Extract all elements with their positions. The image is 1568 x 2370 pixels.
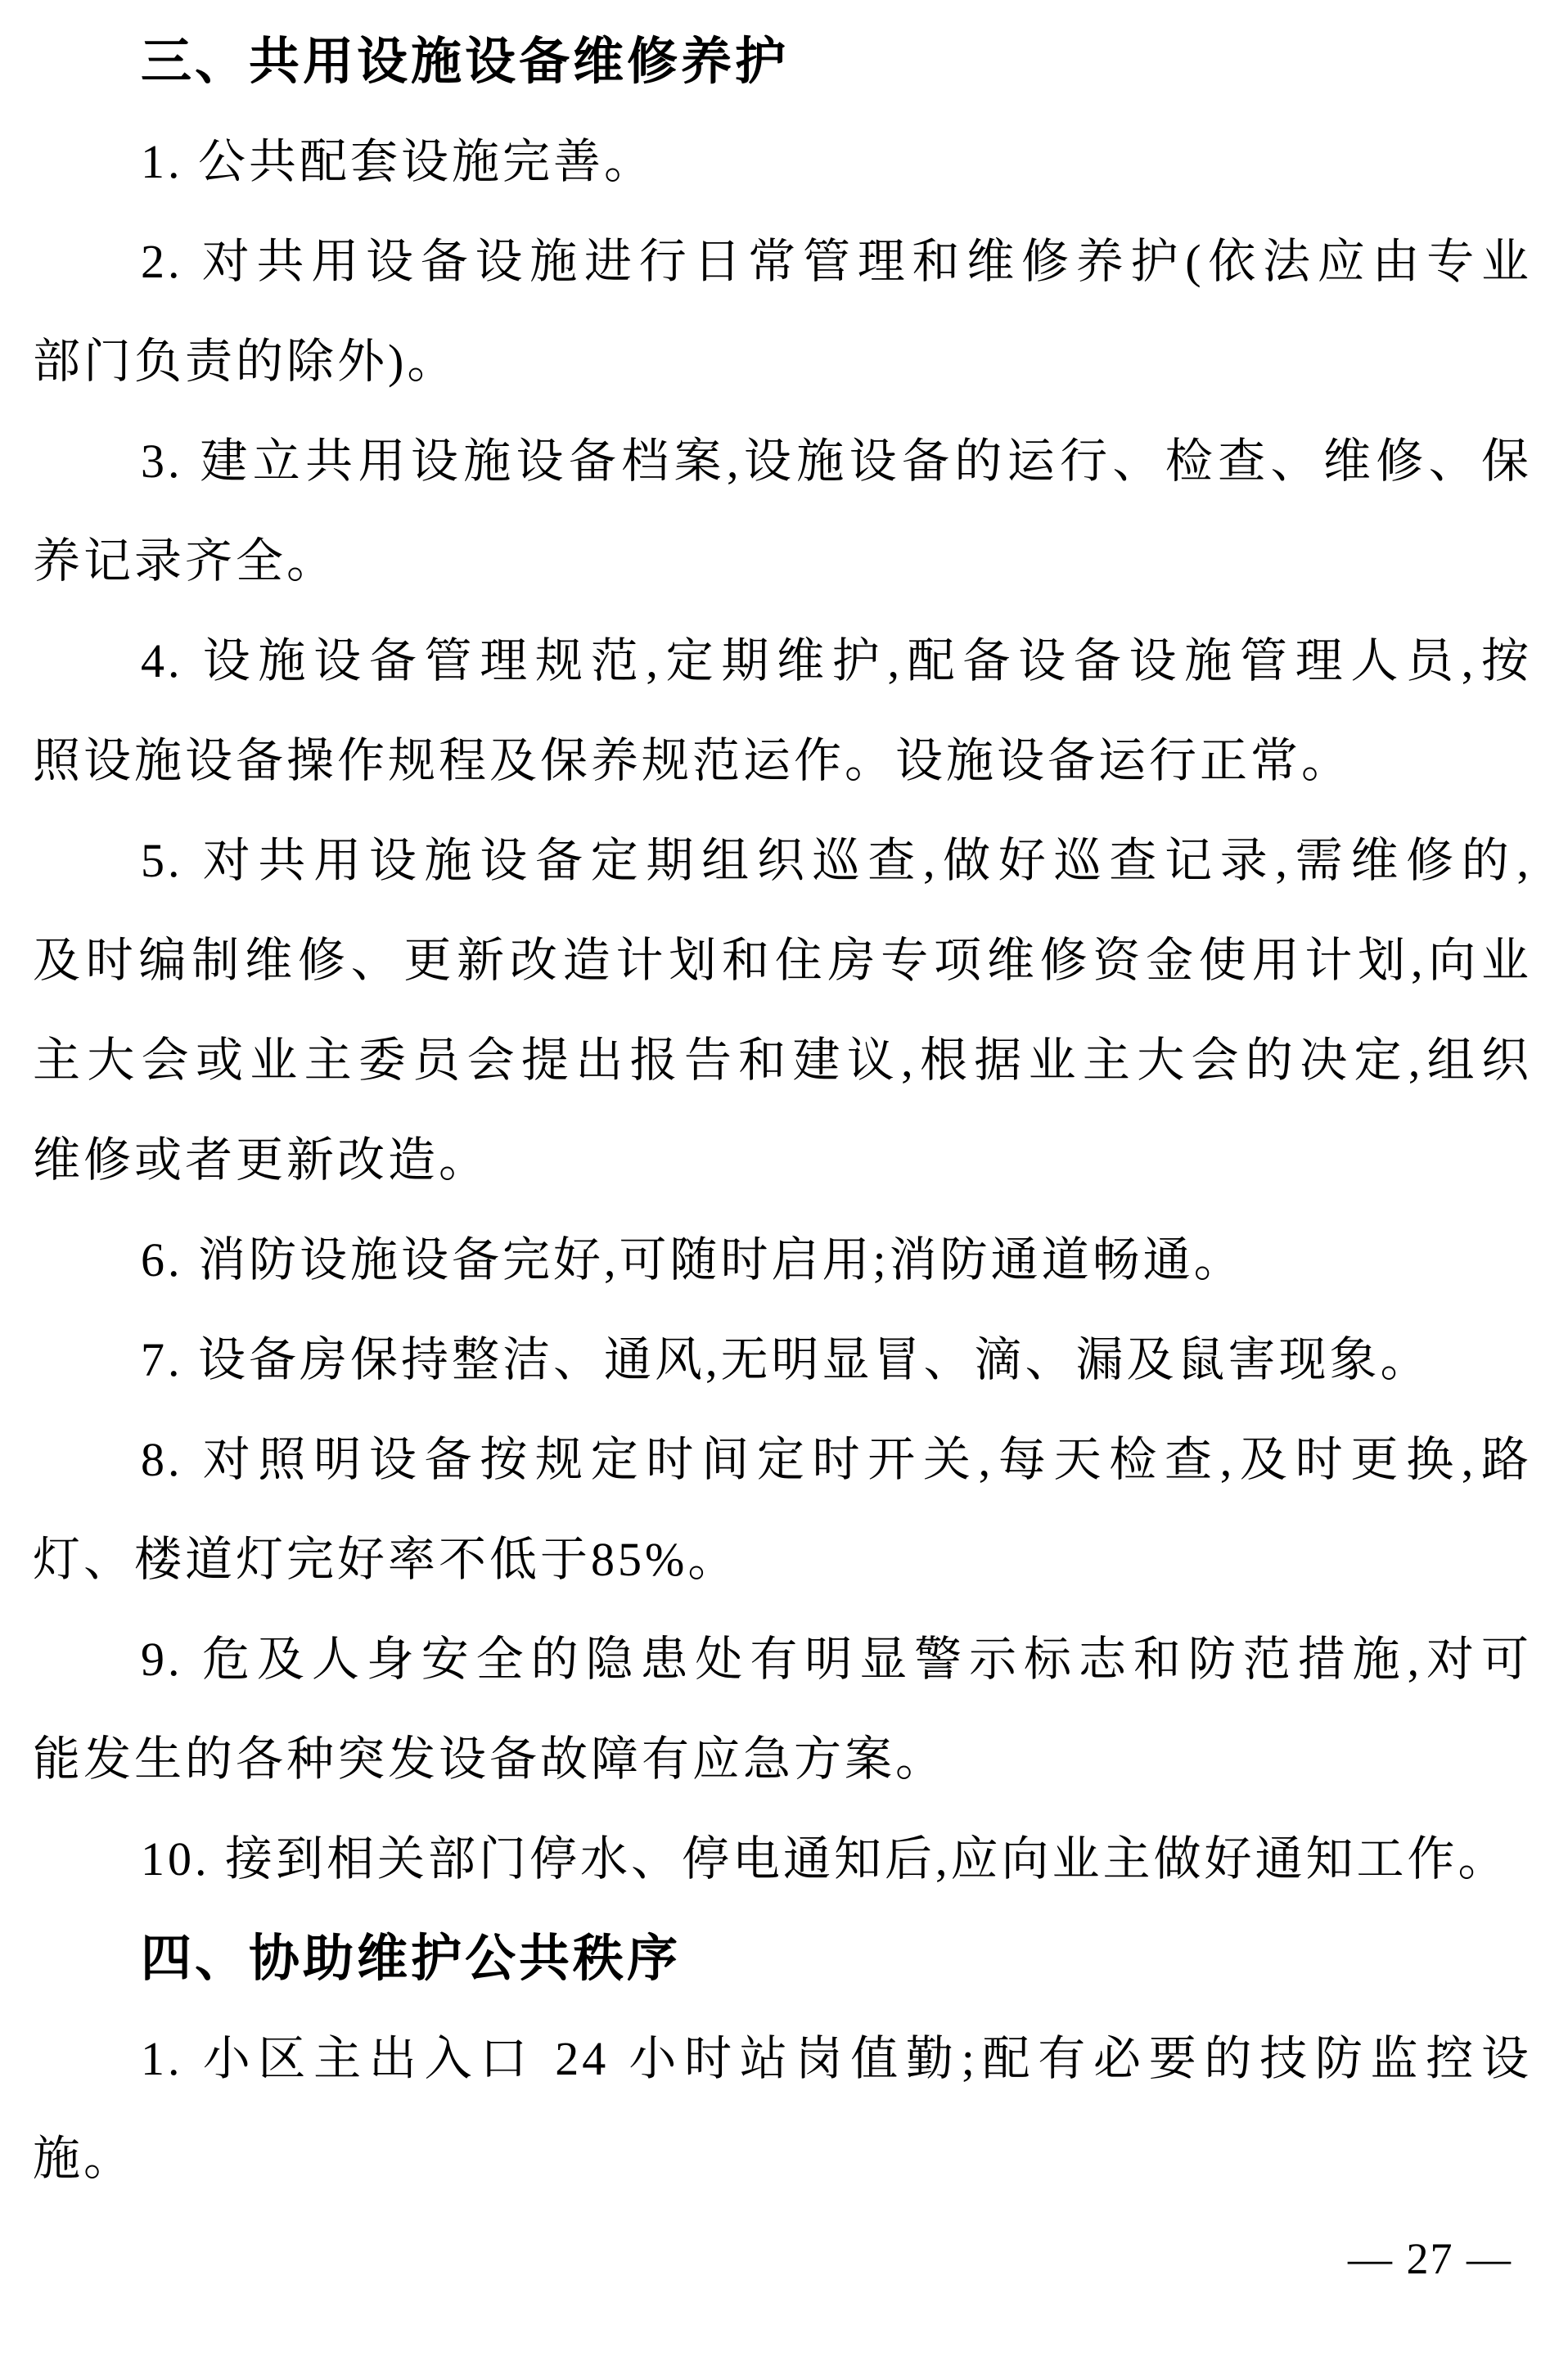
page-number: — 27 — (1348, 2234, 1512, 2283)
text-line: 维修或者更新改造。 (33, 1133, 490, 1187)
text-line: 9. 危及人身安全的隐患处有明显警示标志和防范措施,对可 (141, 1633, 1532, 1686)
text-line: 6. 消防设施设备完好,可随时启用;消防通道畅通。 (141, 1233, 1245, 1286)
text-line: 施。 (33, 2132, 135, 2185)
text-line: 养记录齐全。 (33, 534, 338, 588)
text-line: 2. 对共用设备设施进行日常管理和维修养护(依法应由专业 (141, 235, 1532, 288)
text-line: 主大会或业主委员会提出报告和建议,根据业主大会的决定,组织 (33, 1034, 1532, 1087)
text-line: 8. 对照明设备按规定时间定时开关,每天检查,及时更换,路 (141, 1433, 1532, 1486)
text-line: 照设施设备操作规程及保养规范运作。设施设备运行正常。 (33, 734, 1353, 787)
section-heading-common-facilities: 三、共用设施设备维修养护 (141, 34, 790, 90)
text-line: 灯、楼道灯完好率不低于85%。 (33, 1533, 739, 1586)
text-line: 4. 设施设备管理规范,定期维护,配备设备设施管理人员,按 (141, 634, 1532, 687)
text-line: 部门负责的除外)。 (33, 335, 458, 388)
text-line: 3. 建立共用设施设备档案,设施设备的运行、检查、维修、保 (141, 435, 1532, 488)
text-line: 能发生的各种突发设备故障有应急方案。 (33, 1732, 947, 1786)
text-line: 及时编制维修、更新改造计划和住房专项维修资金使用计划,向业 (33, 934, 1532, 987)
text-line: 1. 小区主出入口 24 小时站岗值勤;配有必要的技防监控设 (141, 2032, 1532, 2085)
text-line: 10. 接到相关部门停水、停电通知后,应向业主做好通知工作。 (141, 1832, 1509, 1886)
text-line: 5. 对共用设施设备定期组织巡查,做好巡查记录,需维修的, (141, 834, 1532, 887)
text-line: 1. 公共配套设施完善。 (141, 135, 656, 188)
section-heading-public-order: 四、协助维护公共秩序 (141, 1931, 682, 1987)
document-body (33, 12, 1532, 2309)
text-line: 7. 设备房保持整洁、通风,无明显冒、滴、漏及鼠害现象。 (141, 1333, 1431, 1386)
